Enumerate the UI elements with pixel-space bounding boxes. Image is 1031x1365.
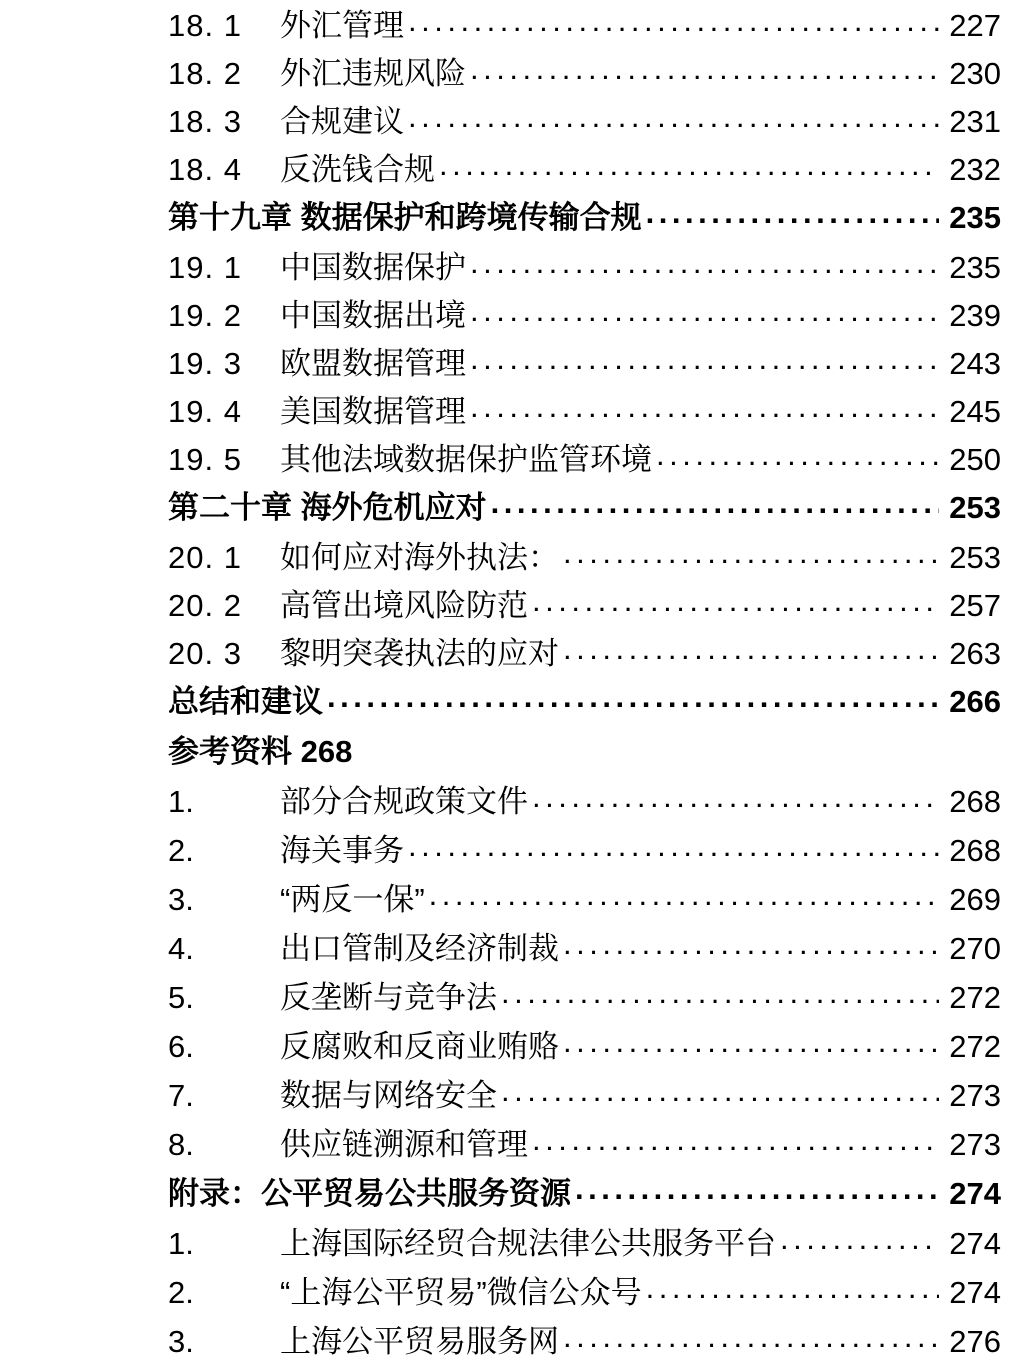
toc-entry-number: 7. — [168, 1078, 194, 1113]
toc-entry-number: 4. — [168, 931, 194, 966]
toc-leader-dots — [491, 487, 939, 518]
toc-leader-dots — [501, 977, 939, 1008]
toc-entry-number: 8. — [168, 1127, 194, 1162]
toc-entry-number: 5. — [168, 980, 194, 1015]
toc-entry-page-number: 227 — [949, 8, 1001, 43]
toc-entry-title: 供应链溯源和管理 — [280, 1127, 528, 1162]
toc-entry[interactable] — [0, 192, 1001, 242]
toc-entry[interactable] — [0, 1168, 1001, 1218]
toc-leader-dots — [408, 5, 939, 36]
toc-entry-number: 20. 3 — [168, 636, 242, 671]
toc-entry[interactable] — [0, 923, 1001, 972]
toc-entry[interactable] — [0, 290, 1001, 338]
toc-entry-title: 如何应对海外执法： — [280, 540, 559, 575]
toc-entry-number: 1. — [168, 784, 194, 819]
toc-entry-title: 部分合规政策文件 — [280, 784, 528, 819]
toc-leader-dots — [470, 247, 939, 278]
toc-entry-number: 18. 3 — [168, 104, 242, 139]
toc-entry-title: 附录：公平贸易公共服务资源 — [168, 1176, 571, 1211]
toc-leader-dots — [327, 681, 939, 712]
toc-entry-page-number: 245 — [949, 394, 1001, 429]
toc-entry-number: 20. 1 — [168, 540, 242, 575]
toc-entry-title: 欧盟数据管理 — [280, 346, 466, 381]
toc-entry-title: 反垄断与竞争法 — [280, 980, 497, 1015]
toc-entry-page-number: 230 — [949, 56, 1001, 91]
toc-entry-title: 外汇管理 — [280, 8, 404, 43]
toc-entry-title: 上海公平贸易服务网 — [280, 1324, 559, 1359]
toc-entry-title: 总结和建议 — [168, 684, 323, 719]
toc-entry[interactable] — [0, 776, 1001, 825]
toc-leader-dots — [429, 879, 939, 910]
toc-entry-number: 18. 1 — [168, 8, 242, 43]
toc-entry-title: “上海公平贸易”微信公众号 — [280, 1275, 642, 1310]
toc-leader-dots — [563, 1026, 939, 1057]
toc-entry-page-number: 239 — [949, 298, 1001, 333]
toc-leader-dots — [470, 53, 939, 84]
toc-entry-title: “两反一保” — [280, 882, 425, 917]
toc-leader-dots — [646, 1272, 939, 1303]
toc-entry[interactable] — [0, 1316, 1001, 1365]
toc-entry-number: 1. — [168, 1226, 194, 1261]
toc-entry-page-number: 274 — [949, 1275, 1001, 1310]
toc-entry-page-number: 235 — [949, 200, 1001, 235]
toc-entry-number: 18. 4 — [168, 152, 242, 187]
toc-leader-dots — [470, 391, 939, 422]
toc-entry[interactable] — [0, 242, 1001, 290]
toc-entry-number: 19. 5 — [168, 442, 242, 477]
toc-leader-dots — [646, 197, 939, 228]
toc-entry-title: 高管出境风险防范 — [280, 588, 528, 623]
toc-entry-number: 3. — [168, 1324, 194, 1359]
toc-entry[interactable] — [0, 1267, 1001, 1316]
toc-entry-number: 2. — [168, 833, 194, 868]
toc-entry-title: 合规建议 — [280, 104, 404, 139]
toc-leader-dots — [656, 439, 939, 470]
toc-entry-page-number: 272 — [949, 980, 1001, 1015]
toc-entry-page-number: 232 — [949, 152, 1001, 187]
toc-entry[interactable] — [0, 96, 1001, 144]
toc-entry-page-number: 253 — [949, 540, 1001, 575]
toc-entry-page-number: 273 — [949, 1078, 1001, 1113]
toc-entry[interactable] — [0, 726, 1001, 776]
toc-leader-dots — [470, 295, 939, 326]
toc-entry-title: 出口管制及经济制裁 — [280, 931, 559, 966]
toc-entry-page-number: 272 — [949, 1029, 1001, 1064]
toc-entry[interactable] — [0, 0, 1001, 48]
toc-leader-dots — [532, 585, 939, 616]
toc-entry-page-number: 276 — [949, 1324, 1001, 1359]
toc-entry[interactable] — [0, 1119, 1001, 1168]
toc-entry-page-number: 243 — [949, 346, 1001, 381]
toc-entry-page-number: 274 — [949, 1226, 1001, 1261]
toc-entry[interactable] — [0, 1070, 1001, 1119]
toc-entry-number: 19. 2 — [168, 298, 242, 333]
toc-entry[interactable] — [0, 48, 1001, 96]
toc-entry-number: 20. 2 — [168, 588, 242, 623]
toc-entry[interactable] — [0, 532, 1001, 580]
toc-leader-dots — [470, 343, 939, 374]
toc-leader-dots — [563, 928, 939, 959]
toc-entry-title: 反腐败和反商业贿赂 — [280, 1029, 559, 1064]
toc-leader-dots — [532, 1124, 939, 1155]
toc-entry-page-number: 266 — [949, 684, 1001, 719]
toc-leader-dots — [563, 633, 939, 664]
toc-entry[interactable] — [0, 676, 1001, 726]
toc-entry-page-number: 274 — [949, 1176, 1001, 1211]
toc-entry-title: 美国数据管理 — [280, 394, 466, 429]
toc-entry-page-number: 273 — [949, 1127, 1001, 1162]
toc-entry-title: 中国数据保护 — [280, 250, 466, 285]
toc-entry[interactable] — [0, 972, 1001, 1021]
toc-entry-title: 反洗钱合规 — [280, 152, 435, 187]
toc-entry[interactable] — [0, 874, 1001, 923]
toc-entry-title: 其他法域数据保护监管环境 — [280, 442, 652, 477]
toc-entry[interactable] — [0, 434, 1001, 482]
toc-entry-title: 黎明突袭执法的应对 — [280, 636, 559, 671]
toc-entry-page-number: 253 — [949, 490, 1001, 525]
toc-leader-dots — [408, 101, 939, 132]
toc-entry-title: 上海国际经贸合规法律公共服务平台 — [280, 1226, 776, 1261]
toc-entry-page-number: 268 — [949, 784, 1001, 819]
toc-entry-page-number: 257 — [949, 588, 1001, 623]
toc-entry[interactable] — [0, 825, 1001, 874]
toc-leader-dots — [439, 149, 939, 180]
toc-entry-number: 3. — [168, 882, 194, 917]
toc-leader-dots — [563, 537, 939, 568]
toc-entry[interactable] — [0, 482, 1001, 532]
toc-leader-dots — [532, 781, 939, 812]
toc-entry-title: 参考资料 268 — [168, 734, 353, 769]
toc-entry[interactable] — [0, 386, 1001, 434]
toc-entry-title: 第二十章 海外危机应对 — [168, 490, 487, 525]
toc-entry-number: 19. 3 — [168, 346, 242, 381]
toc-entry-title: 第十九章 数据保护和跨境传输合规 — [168, 200, 642, 235]
toc-entry[interactable] — [0, 1021, 1001, 1070]
toc-entry-page-number: 268 — [949, 833, 1001, 868]
toc-entry-number: 6. — [168, 1029, 194, 1064]
toc-leader-dots — [575, 1173, 939, 1204]
toc-entry-title: 海关事务 — [280, 833, 404, 868]
toc-entry-number: 2. — [168, 1275, 194, 1310]
toc-entry-title: 中国数据出境 — [280, 298, 466, 333]
toc-entry-number: 18. 2 — [168, 56, 242, 91]
toc-leader-dots — [501, 1075, 939, 1106]
toc-entry-title: 外汇违规风险 — [280, 56, 466, 91]
toc-entry-number: 19. 1 — [168, 250, 242, 285]
toc-entry[interactable] — [0, 338, 1001, 386]
toc-entry[interactable] — [0, 1218, 1001, 1267]
toc-entry[interactable] — [0, 144, 1001, 192]
toc-entry-page-number: 231 — [949, 104, 1001, 139]
toc-leader-dots — [408, 830, 939, 861]
toc-entry-page-number: 270 — [949, 931, 1001, 966]
toc-entry[interactable] — [0, 628, 1001, 676]
toc-leader-dots — [780, 1223, 939, 1254]
toc-entry[interactable] — [0, 580, 1001, 628]
toc-leader-dots — [563, 1321, 939, 1352]
toc-entry-page-number: 263 — [949, 636, 1001, 671]
toc-entry-page-number: 235 — [949, 250, 1001, 285]
toc-entry-number: 19. 4 — [168, 394, 242, 429]
toc-entry-title: 数据与网络安全 — [280, 1078, 497, 1113]
toc-entry-page-number: 269 — [949, 882, 1001, 917]
toc-entry-page-number: 250 — [949, 442, 1001, 477]
